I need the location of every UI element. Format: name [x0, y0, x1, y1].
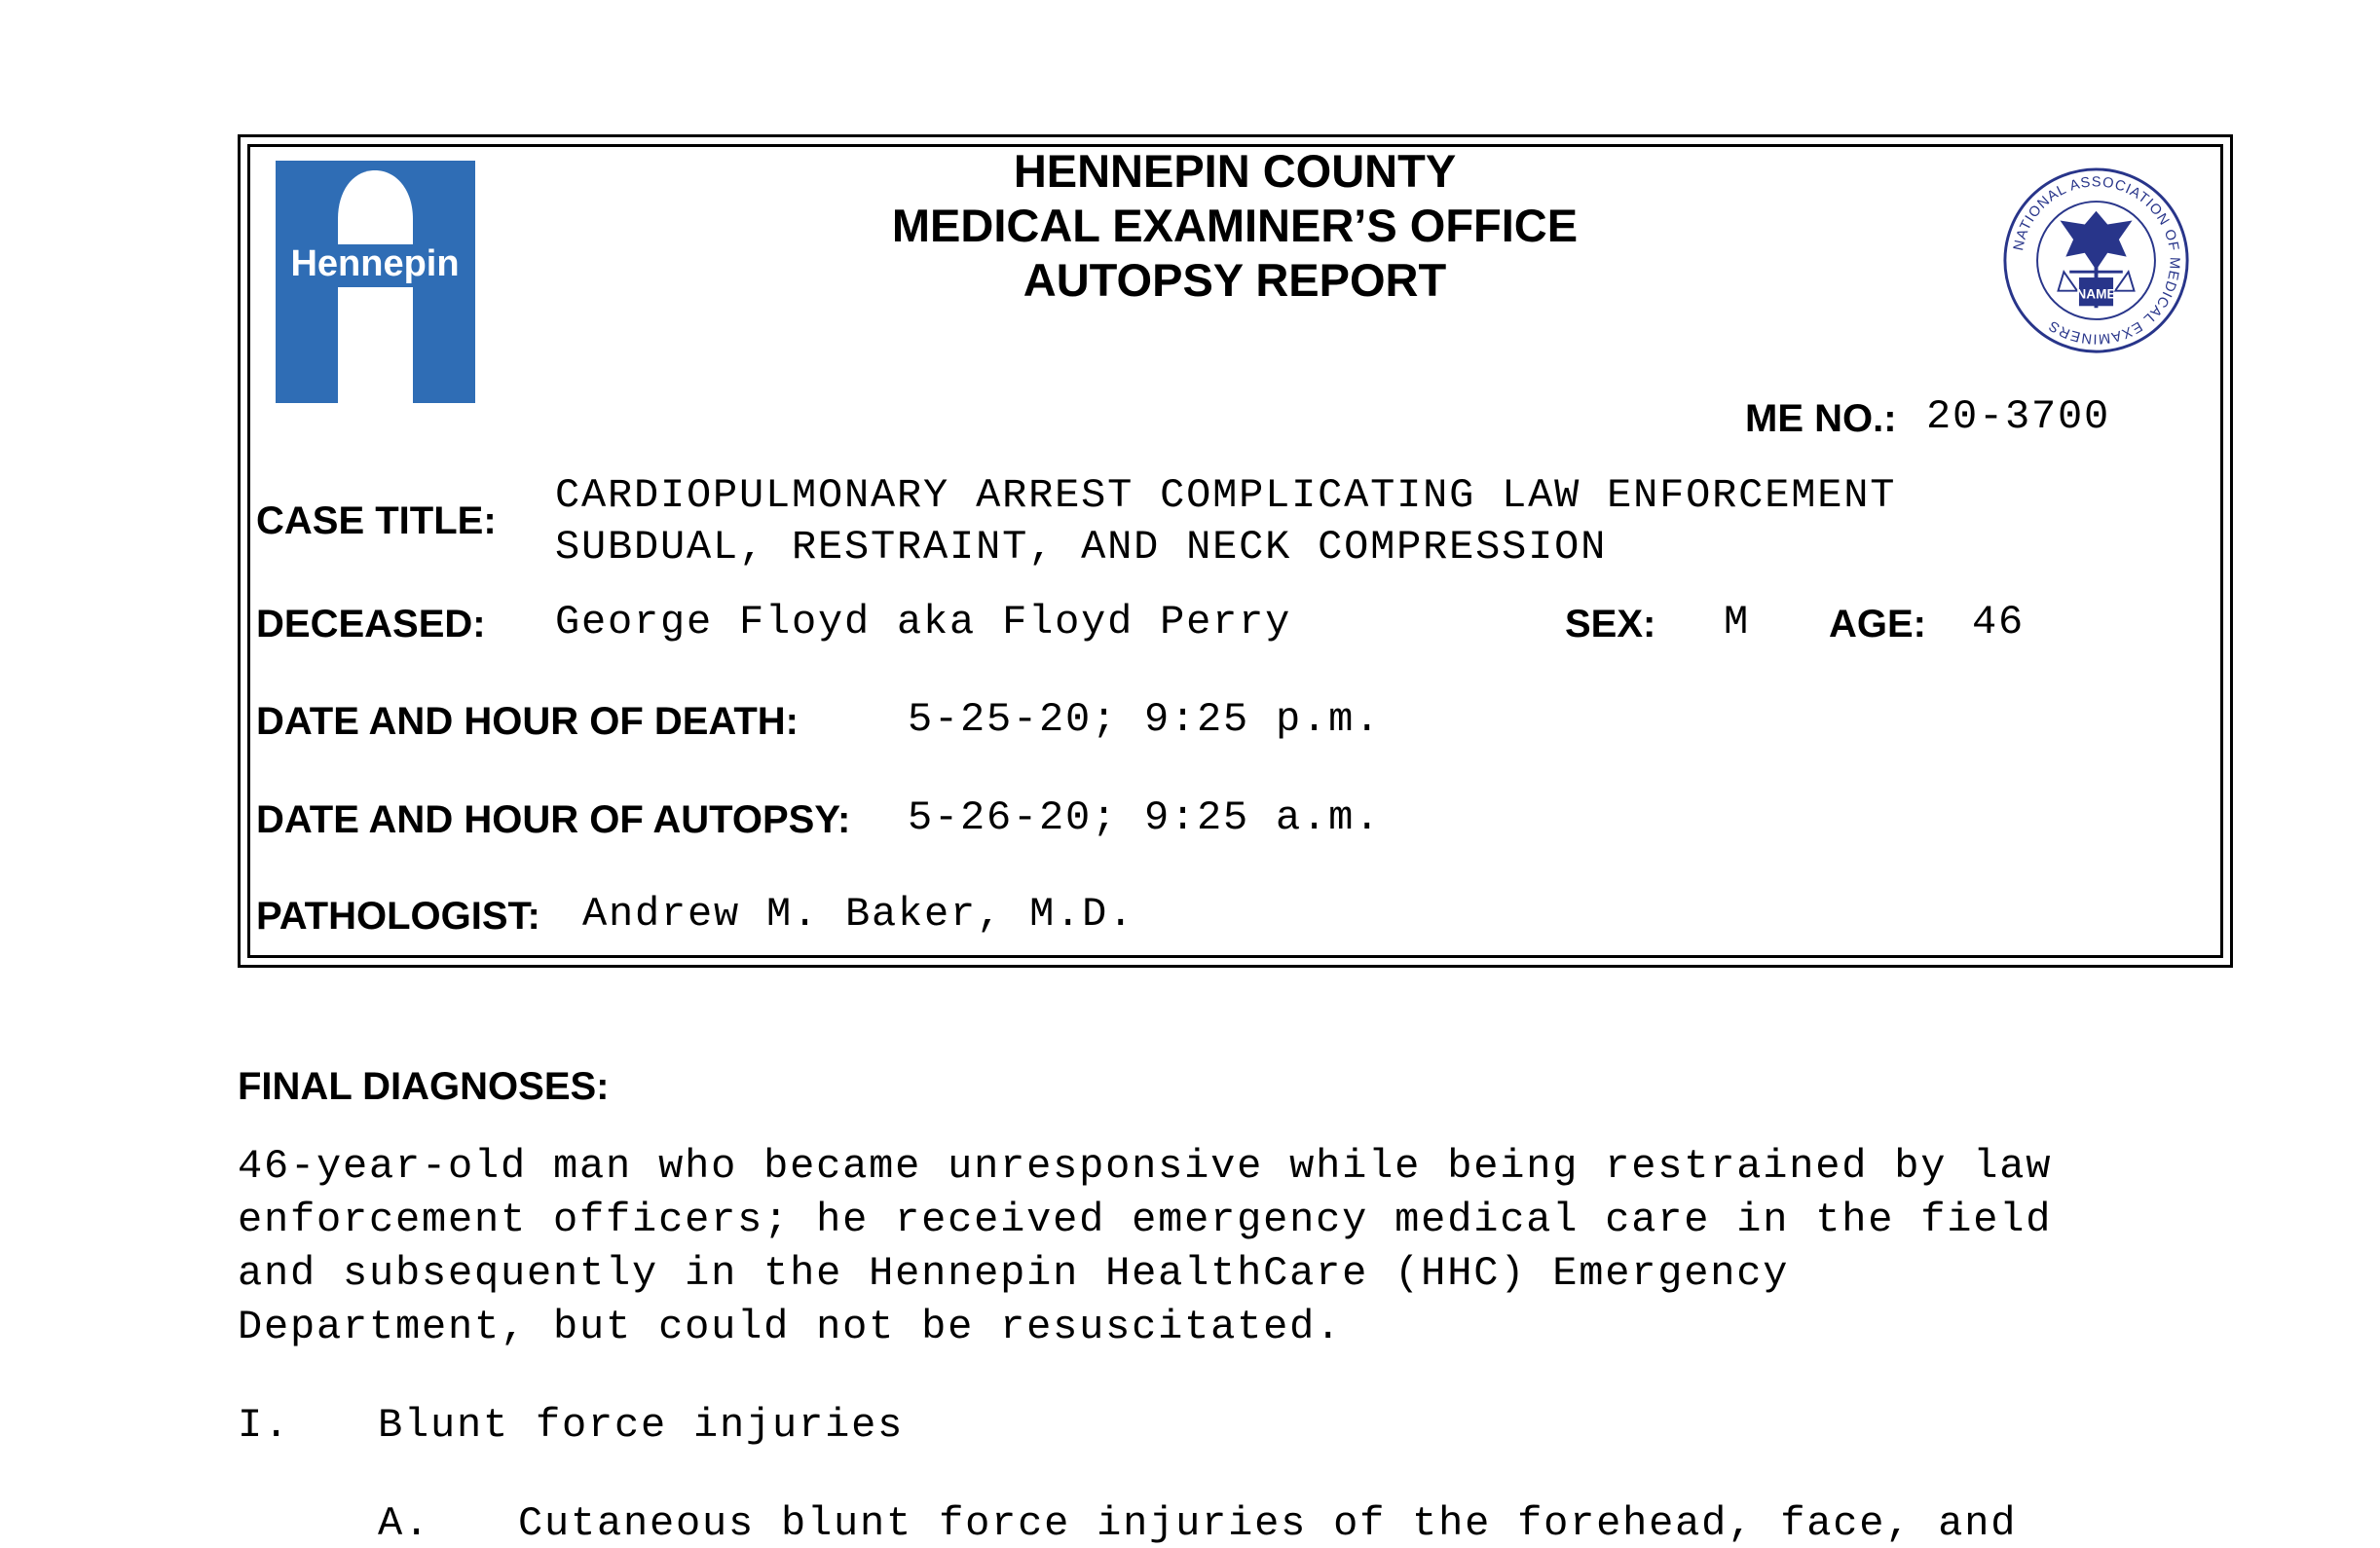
case-title-line-2: SUBDUAL, RESTRAINT, AND NECK COMPRESSION: [555, 524, 1608, 571]
pathologist-value: Andrew M. Baker, M.D.: [582, 891, 1135, 938]
title-line-2: MEDICAL EXAMINER’S OFFICE: [891, 200, 1579, 251]
death-label: DATE AND HOUR OF DEATH:: [256, 700, 799, 743]
title-line-1: HENNEPIN COUNTY: [1013, 145, 1457, 197]
list-item-marker: I.: [238, 1402, 291, 1449]
seal-monogram: NAME: [2076, 286, 2116, 302]
name-seal-icon: [2001, 166, 2191, 355]
deceased-value: George Floyd aka Floyd Perry: [555, 599, 1292, 645]
autopsy-label: DATE AND HOUR OF AUTOPSY:: [256, 798, 851, 841]
summary-line-3: and subsequently in the Hennepin HealthCare (HHC) Emergency: [238, 1250, 1790, 1297]
list-item-text: Blunt force injuries: [378, 1402, 905, 1449]
case-title-line-1: CARDIOPULMONARY ARREST COMPLICATING LAW ENFORCEMENT: [555, 472, 1897, 519]
pathologist-label: PATHOLOGIST:: [256, 895, 540, 938]
sex-value: M: [1724, 599, 1751, 645]
seal-ring-text: NATIONAL ASSOCIATION OF MEDICAL EXAMINERS: [2011, 174, 2182, 347]
logo-text: Hennepin: [290, 243, 460, 284]
case-title-label: CASE TITLE:: [256, 499, 497, 542]
final-diagnoses-heading: FINAL DIAGNOSES:: [238, 1065, 610, 1108]
summary-line-1: 46-year-old man who became unresponsive while being restrained by law: [238, 1143, 2053, 1190]
sex-label: SEX:: [1565, 603, 1656, 645]
me-no-value: 20-3700: [1926, 393, 2111, 440]
me-no-label: ME NO.:: [1745, 397, 1897, 440]
sublist-item-marker: A.: [378, 1500, 431, 1547]
hennepin-logo: [276, 161, 475, 403]
autopsy-value: 5-26-20; 9:25 a.m.: [908, 794, 1382, 841]
title-line-3: AUTOPSY REPORT: [1023, 254, 1447, 306]
summary-line-4: Department, but could not be resuscitated.: [238, 1304, 1343, 1350]
deceased-label: DECEASED:: [256, 603, 486, 645]
sublist-item-text: Cutaneous blunt force injuries of the forehead, face, and: [518, 1500, 2018, 1547]
summary-line-2: enforcement officers; he received emergency medical care in the field: [238, 1197, 2053, 1243]
age-label: AGE:: [1829, 603, 1926, 645]
death-value: 5-25-20; 9:25 p.m.: [908, 696, 1382, 743]
age-value: 46: [1972, 599, 2026, 645]
